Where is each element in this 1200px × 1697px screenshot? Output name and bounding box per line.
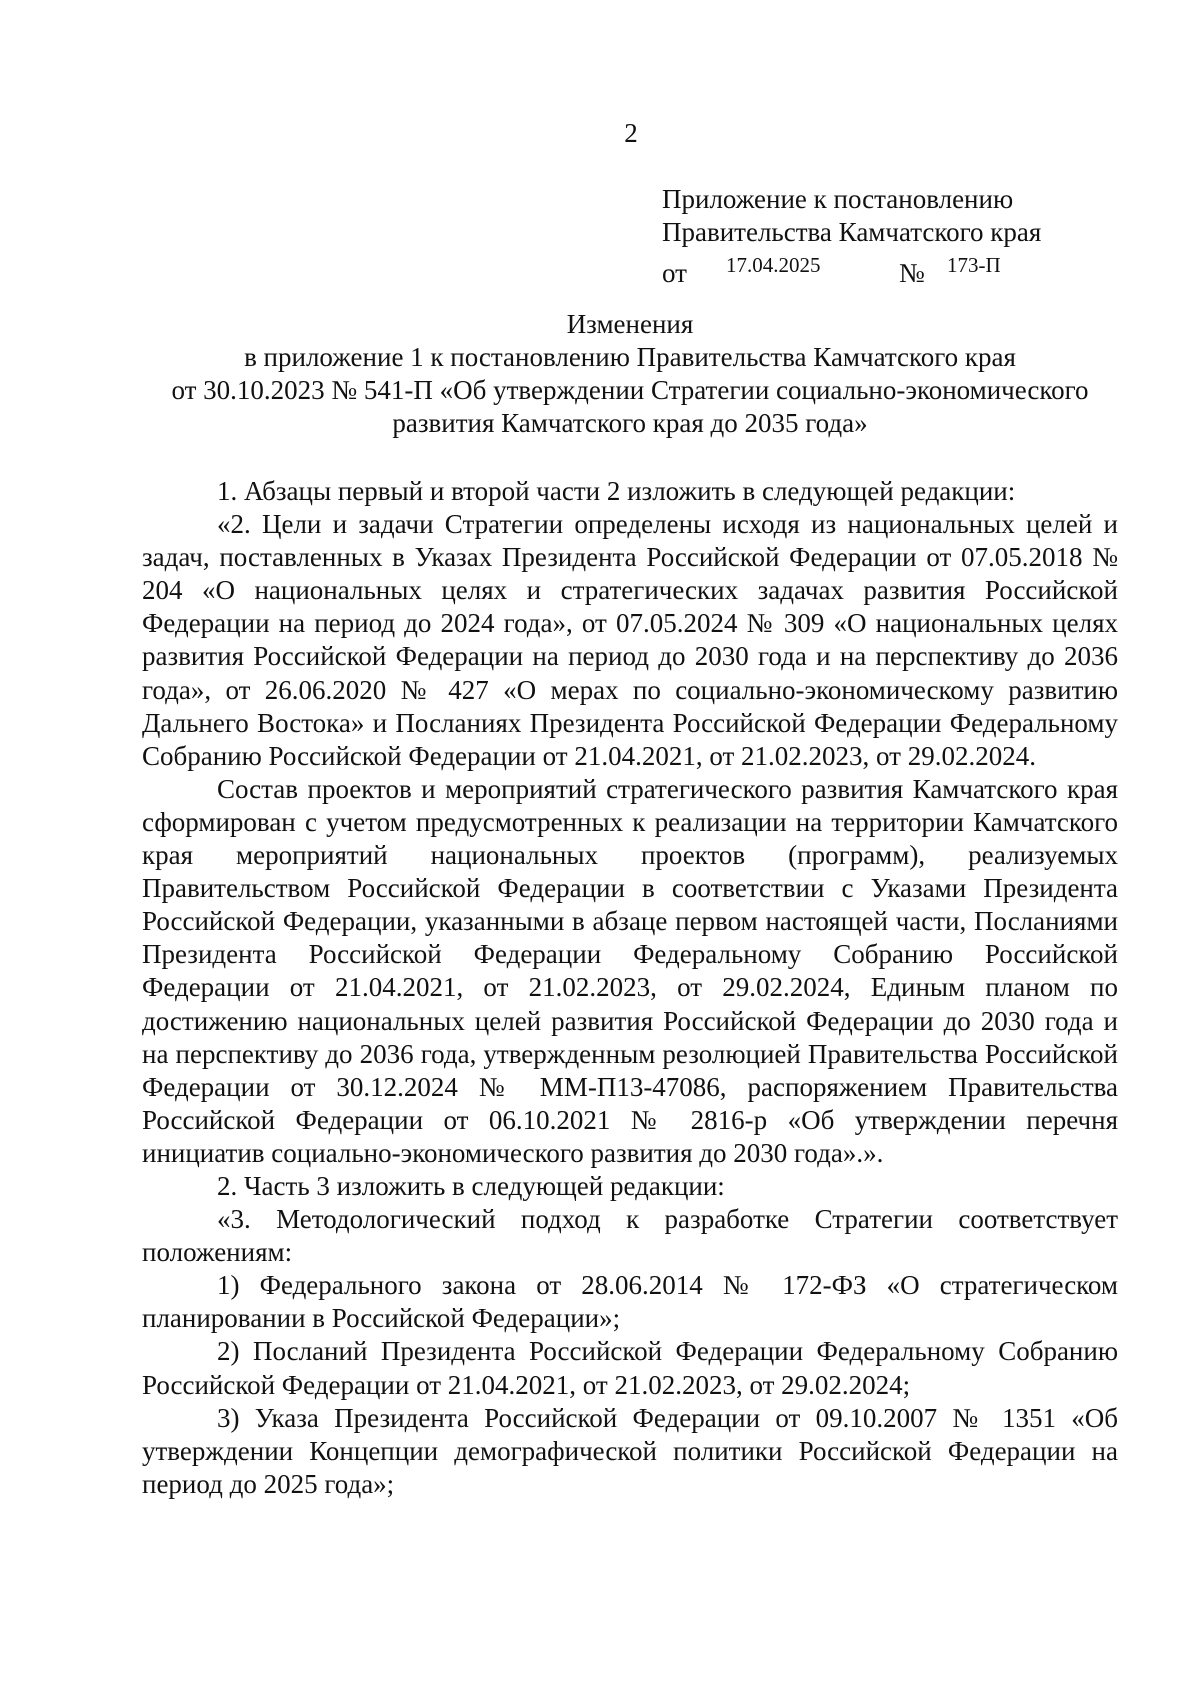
document-body [142, 475, 1118, 1501]
document-title [140, 308, 1120, 440]
paragraph-2: «2. Цели и задачи Стратегии определены исходя из национальных целей и задач, поставленных в Указах Президента Российской Федерации от 07.05.2018 № 204 «О национальных целях и стратегических задачах развития Российской Федерации на период до 2024 года», от 07.05.2024 № 309 «О национальных целях развития Российской Федерации на период до 2030 года и на перспективу до 2036 года», от 26.06.2020 № 427 «О мерах по социально-экономическому развитию Дальнего Востока» и Посланиях Президента Российской Федерации Федеральному Собранию Российской Федерации от 21.04.2021, от 21.02.2023, от 29.02.2024. [142, 509, 1118, 771]
appendix-line-2: Правительства Камчатского края [662, 217, 1042, 247]
appendix-header [662, 183, 1042, 288]
appendix-date-row [662, 249, 1041, 288]
appendix-number: 173-П [947, 253, 1001, 277]
title-line-4: развития Камчатского края до 2035 года» [392, 408, 868, 438]
appendix-number-sign: № [899, 258, 925, 288]
appendix-line-1: Приложение к постановлению [662, 184, 1014, 214]
paragraph-1: 1. Абзацы первый и второй части 2 изложить в следующей редакции: [217, 476, 1016, 506]
paragraph-6: 1) Федерального закона от 28.06.2014 № 172-ФЗ «О стратегическом планировании в Российской Федерации»; [142, 1270, 1118, 1334]
title-line-3: от 30.10.2023 № 541-П «Об утверждении Стратегии социально-экономического [171, 375, 1089, 405]
title-line-1: Изменения [566, 309, 694, 339]
page-number: 2 [624, 118, 638, 148]
paragraph-7: 2) Посланий Президента Российской Федерации Федеральному Собранию Российской Федерации от 21.04.2021, от 21.02.2023, от 29.02.2024; [142, 1336, 1118, 1400]
paragraph-5: «3. Методологический подход к разработке Стратегии соответствует положениям: [142, 1204, 1118, 1268]
title-line-2: в приложение 1 к постановлению Правительства Камчатского края [244, 342, 1016, 372]
paragraph-4: 2. Часть 3 изложить в следующей редакции: [217, 1170, 725, 1201]
paragraph-3: Состав проектов и мероприятий стратегического развития Камчатского края сформирован с учетом предусмотренных к реализации на территории Камчатского края мероприятий национальных проектов (программ), реализуемых Правительством Российской Федерации в соответствии с Указами Президента Российской Федерации, указанными в абзаце первом настоящей части, Посланиями Президента Российской Федерации Федеральному Собранию Российской Федерации от 21.04.2021, от 21.02.2023, от 29.02.2024, Единым планом по достижению национальных целей развития Российской Федерации до 2030 года и на перспективу до 2036 года, утвержденным резолюцией Правительства Российской Федерации от 30.12.2024 № ММ-П13-47086, распоряжением Правительства Российской Федерации от 06.10.2021 № 2816-р «Об утверждении перечня инициатив социально-экономического развития до 2030 года».». [142, 773, 1118, 1168]
appendix-ot-label: от [662, 258, 687, 288]
paragraph-8: 3) Указа Президента Российской Федерации от 09.10.2007 № 1351 «Об утверждении Концепции демографической политики Российской Федерации на период до 2025 года»; [142, 1402, 1118, 1499]
appendix-date: 17.04.2025 [726, 253, 821, 277]
